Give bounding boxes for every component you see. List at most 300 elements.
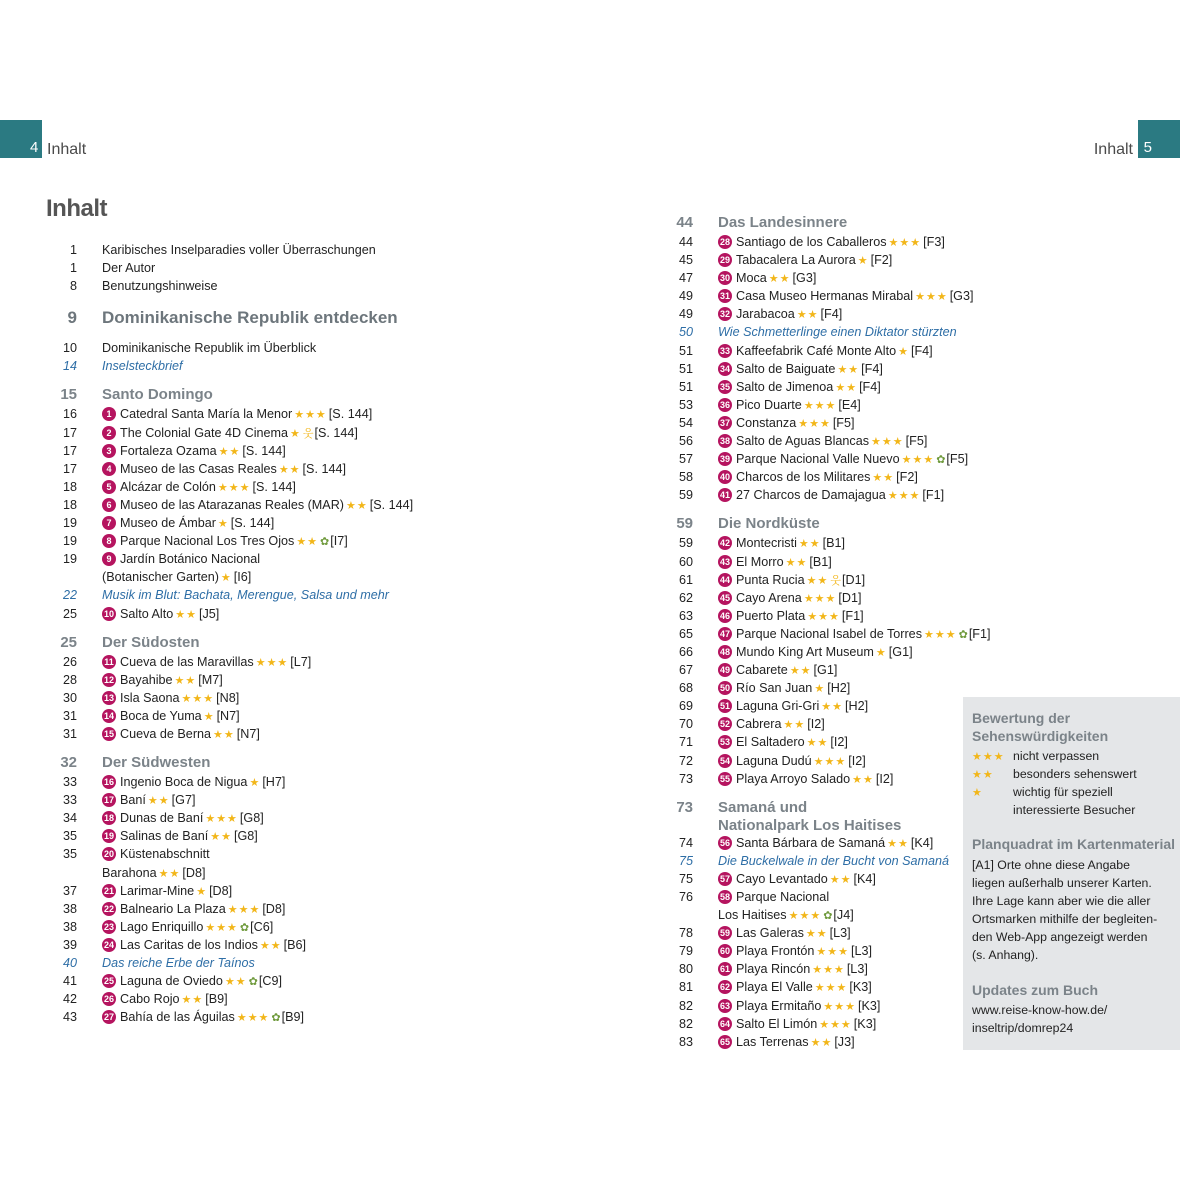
map-marker-badge: 26	[103, 994, 114, 1005]
entry-name: Lago Enriquillo	[120, 919, 204, 934]
toc-row[interactable]	[0, 936, 470, 954]
map-marker-badge: 59	[719, 928, 730, 939]
toc-row[interactable]	[0, 605, 470, 623]
page-number: 68	[678, 681, 693, 696]
map-marker-badge: 18	[103, 813, 114, 824]
section-heading[interactable]	[0, 631, 470, 653]
toc-row[interactable]	[0, 773, 470, 791]
map-marker-badge: 30	[719, 273, 730, 284]
map-marker-badge: 50	[719, 683, 730, 694]
entry-text	[718, 1033, 855, 1052]
page-number: 59	[678, 536, 693, 551]
map-marker-badge: 46	[719, 610, 730, 621]
nature-icon: ✿	[823, 910, 833, 923]
entry-text	[102, 809, 264, 828]
map-grid-ref: [S. 144]	[314, 425, 358, 440]
map-marker-badge: 23	[103, 921, 114, 932]
toc-row[interactable]	[0, 900, 470, 918]
toc-row[interactable]	[616, 852, 961, 870]
entry-name: Salto de Jimenoa	[736, 379, 834, 394]
page-number: 59	[676, 515, 693, 533]
map-marker-badge: 39	[719, 454, 730, 465]
page-number: 44	[676, 214, 693, 231]
map-grid-ref: [F5]	[832, 415, 855, 430]
toc-row[interactable]	[616, 396, 961, 414]
entry-text	[718, 870, 876, 889]
toc-row[interactable]	[0, 478, 470, 496]
toc-row[interactable]	[616, 1015, 961, 1033]
toc-row[interactable]	[0, 259, 470, 277]
page-number: 51	[678, 379, 693, 394]
entry-text: Die Nordküste	[718, 515, 820, 533]
map-marker-badge: 52	[719, 719, 730, 730]
page-number: 79	[678, 944, 693, 959]
toc-row[interactable]	[0, 689, 470, 707]
toc-row[interactable]	[0, 864, 470, 882]
toc-row[interactable]	[616, 553, 961, 571]
entry-text: Die Buckelwale in der Bucht von Samaná	[718, 853, 950, 868]
page-number: 34	[62, 811, 77, 826]
toc-row[interactable]	[0, 460, 470, 478]
page-number: 57	[678, 452, 693, 467]
two-stars-icon: ★★	[972, 769, 994, 781]
section-title-line2: Nationalpark Los Haitises	[718, 816, 902, 834]
entry-text	[718, 378, 881, 397]
star-rating-icon: ★★★	[798, 417, 831, 430]
star-rating-icon: ★★	[224, 976, 247, 989]
entry-name: Boca de Yuma	[120, 708, 202, 723]
entry-name: Kaffeefabrik Café Monte Alto	[736, 343, 897, 358]
toc-row[interactable]	[0, 809, 470, 827]
section-heading[interactable]	[0, 751, 470, 773]
entry-name: Las Terrenas	[736, 1034, 809, 1049]
star-rating-icon: ★★	[346, 499, 368, 512]
entry-name: Playa Arroyo Salado	[736, 771, 851, 786]
entry-name: Cabarete	[736, 663, 788, 678]
page-number: 17	[62, 443, 77, 458]
page-number: 28	[62, 672, 77, 687]
entry-text: Santo Domingo	[102, 386, 213, 404]
map-grid-ref: [D1]	[841, 572, 866, 587]
map-marker-badge: 12	[103, 674, 114, 685]
page-number: 66	[678, 644, 693, 659]
map-grid-ref: [F1]	[922, 488, 945, 503]
entry-text	[718, 305, 842, 324]
map-grid-ref: [J5]	[198, 606, 220, 621]
page-number: 16	[62, 407, 77, 422]
toc-row[interactable]	[0, 405, 470, 423]
toc-right-column	[616, 203, 991, 1051]
toc-row[interactable]	[616, 571, 961, 589]
toc-row[interactable]	[0, 442, 470, 460]
map-grid-ref: [S. 144]	[369, 497, 414, 512]
entry-text	[102, 689, 239, 708]
star-rating-icon: ★★	[821, 701, 844, 714]
toc-row[interactable]	[616, 233, 961, 251]
page-number: 58	[678, 470, 693, 485]
page-number: 75	[678, 853, 693, 868]
star-rating-icon: ★	[857, 255, 869, 268]
toc-row[interactable]	[0, 277, 470, 295]
star-rating-icon: ★★	[835, 381, 858, 394]
star-rating-icon: ★★	[158, 867, 181, 880]
child-icon: 웃	[302, 427, 314, 440]
updates-url[interactable]: www.reise-know-how.de/	[972, 1003, 1108, 1017]
page-number: 59	[678, 488, 693, 503]
star-rating-icon: ★★	[213, 728, 235, 741]
toc-row[interactable]	[616, 360, 961, 378]
toc-row[interactable]	[616, 378, 961, 396]
map-marker-badge: 36	[719, 399, 730, 410]
entry-name: Playa El Valle	[736, 980, 813, 995]
map-marker-badge: 60	[719, 946, 730, 957]
map-marker-badge: 35	[719, 381, 730, 392]
section-heading[interactable]	[616, 796, 961, 834]
map-marker-badge: 29	[719, 255, 730, 266]
running-title-right: Inhalt	[1093, 141, 1133, 158]
map-marker-badge: 15	[103, 728, 114, 739]
toc-row[interactable]	[0, 357, 470, 375]
entry-text: Der Südwesten	[102, 754, 211, 772]
entry-name: Bahía de las Águilas	[120, 1010, 235, 1025]
entry-name: Baní	[120, 793, 146, 808]
entry-name: Moca	[736, 271, 767, 286]
map-grid-ref: [D8]	[262, 901, 286, 916]
section-heading[interactable]	[0, 305, 470, 333]
map-marker-badge: 9	[102, 552, 116, 566]
toc-row[interactable]	[0, 845, 470, 863]
entry-name: Barahona	[102, 865, 157, 880]
entry-name: Tabacalera La Aurora	[736, 253, 856, 268]
map-grid-ref: [D1]	[838, 590, 862, 605]
page-number: 14	[62, 359, 77, 374]
entry-name: Laguna de Oviedo	[120, 974, 223, 989]
map-grid-ref: [F5]	[946, 452, 969, 467]
toc-row[interactable]	[616, 589, 961, 607]
toc-row[interactable]	[0, 514, 470, 532]
map-grid-ref: [L7]	[290, 654, 312, 669]
toc-left-column	[0, 241, 470, 1026]
entry-text	[718, 589, 862, 608]
page-number: 38	[62, 901, 77, 916]
toc-row[interactable]	[616, 607, 961, 625]
entry-name: Jarabacoa	[736, 307, 795, 322]
map-marker-badge: 47	[719, 628, 730, 639]
toc-row[interactable]	[616, 486, 961, 504]
toc-row[interactable]	[616, 643, 961, 661]
map-marker-badge: 63	[719, 1000, 730, 1011]
toc-row[interactable]	[616, 715, 961, 733]
toc-row[interactable]	[616, 661, 961, 679]
toc-row[interactable]	[616, 414, 961, 432]
page-number: 41	[62, 974, 77, 989]
page-number: 33	[62, 793, 77, 808]
entry-text	[718, 287, 974, 306]
map-grid-ref: [I6]	[233, 570, 252, 585]
entry-name: Museo de Ámbar	[120, 516, 216, 531]
toc-row[interactable]	[0, 339, 470, 357]
entry-text	[718, 607, 864, 626]
page-header-left	[0, 120, 200, 158]
map-grid-ref: [E4]	[838, 397, 861, 412]
entry-text	[718, 770, 893, 789]
map-grid-ref: [F2]	[870, 253, 893, 268]
entry-name: Jardín Botánico Nacional	[120, 552, 261, 567]
page-number: 61	[678, 572, 693, 587]
entry-text	[102, 671, 223, 690]
nature-icon: ✿	[320, 536, 330, 549]
legend-one-star-2: interessierte Besucher	[1013, 803, 1136, 817]
entry-text	[102, 900, 285, 919]
page-number: 19	[62, 534, 77, 549]
star-rating-icon: ★★★	[205, 921, 238, 934]
map-grid-ref: [F2]	[896, 470, 918, 485]
toc-row[interactable]	[616, 960, 961, 978]
map-marker-badge: 5	[102, 480, 116, 494]
toc-row[interactable]	[616, 342, 961, 360]
toc-row[interactable]	[0, 791, 470, 809]
map-marker-badge: 64	[719, 1018, 730, 1029]
star-rating-icon: ★★	[837, 363, 860, 376]
map-marker-badge: 37	[719, 417, 730, 428]
entry-text	[718, 251, 892, 270]
toc-row[interactable]	[616, 770, 961, 788]
page-number: 1	[69, 261, 77, 276]
entry-name: Parque Nacional Isabel de Torres	[736, 626, 922, 641]
entry-text	[102, 990, 228, 1009]
map-grid-ref: [G8]	[233, 829, 258, 844]
entry-name: (Botanischer Garten)	[102, 570, 219, 585]
entry-text	[718, 269, 816, 288]
toc-row[interactable]	[616, 942, 961, 960]
page-number: 82	[678, 1016, 693, 1031]
toc-row[interactable]	[616, 251, 961, 269]
toc-row[interactable]	[0, 882, 470, 900]
entry-text	[718, 752, 866, 771]
star-rating-icon: ★★	[785, 556, 808, 569]
toc-row[interactable]	[616, 468, 961, 486]
map-grid-ref: [F4]	[820, 307, 843, 322]
toc-row[interactable]	[0, 972, 470, 990]
toc-row[interactable]	[0, 671, 470, 689]
entry-name: Dunas de Baní	[120, 811, 204, 826]
entry-text	[718, 414, 855, 433]
map-grid-ref: [I7]	[330, 534, 348, 549]
entry-text: Dominikanische Republik im Überblick	[102, 341, 317, 356]
map-grid-ref: [G3]	[792, 271, 817, 286]
entry-name: Laguna Dudú	[736, 753, 812, 768]
page-number: 38	[62, 919, 77, 934]
toc-row[interactable]	[0, 568, 470, 586]
entry-name: Puerto Plata	[736, 608, 806, 623]
map-marker-badge: 55	[719, 773, 730, 784]
map-grid-ref: [K4]	[910, 835, 934, 850]
toc-row[interactable]	[616, 870, 961, 888]
map-grid-ref: [L3]	[851, 944, 873, 959]
page-number: 83	[678, 1034, 693, 1049]
page-number: 62	[678, 590, 693, 605]
page-number: 35	[62, 829, 77, 844]
star-rating-icon: ★★	[798, 538, 821, 551]
page-number: 76	[678, 890, 693, 904]
updates-url[interactable]: inseltrip/domrep24	[972, 1021, 1074, 1035]
toc-row[interactable]	[616, 432, 961, 450]
section-heading[interactable]	[616, 211, 961, 233]
map-marker-badge: 6	[102, 498, 116, 512]
star-rating-icon: ★★	[259, 939, 282, 952]
toc-row[interactable]	[616, 697, 961, 715]
page-number: 40	[62, 956, 77, 970]
page-number: 32	[60, 754, 77, 772]
star-rating-icon: ★★	[174, 674, 197, 687]
section-heading[interactable]	[0, 383, 470, 405]
toc-row[interactable]	[616, 888, 961, 906]
toc-row[interactable]	[0, 954, 470, 972]
page-number: 65	[678, 626, 693, 641]
star-rating-icon: ★	[814, 683, 826, 696]
map-grid-ref: [F1]	[841, 608, 864, 623]
map-grid-ref: [H2]	[827, 681, 851, 696]
star-rating-icon: ★★★	[236, 1012, 270, 1025]
map-grid-ref: [B9]	[205, 992, 228, 1007]
map-marker-badge: 34	[719, 363, 730, 374]
map-grid-ref: [S. 144]	[252, 479, 296, 494]
map-marker-badge: 13	[103, 692, 114, 703]
star-rating-icon: ★★	[175, 608, 197, 621]
entry-text	[718, 233, 945, 252]
toc-row[interactable]	[0, 241, 470, 259]
toc-row[interactable]	[616, 1033, 961, 1051]
star-rating-icon: ★	[217, 518, 229, 531]
entry-text	[102, 478, 296, 497]
entry-text	[102, 405, 372, 424]
nature-icon: ✿	[239, 921, 250, 934]
page-number: 51	[678, 361, 693, 376]
toc-row[interactable]	[616, 305, 961, 323]
entry-text	[718, 960, 868, 979]
entry-text	[102, 972, 282, 991]
entry-name: Charcos de los Militares	[736, 470, 871, 485]
map-grid-ref: [L3]	[829, 926, 851, 941]
entry-name: Salto de Aguas Blancas	[736, 434, 870, 449]
toc-row[interactable]	[616, 323, 961, 341]
toc-row[interactable]	[616, 978, 961, 996]
entry-text	[718, 924, 851, 943]
toc-row[interactable]	[0, 725, 470, 743]
toc-row[interactable]	[616, 625, 991, 643]
toc-row[interactable]	[0, 707, 470, 725]
page-number: 67	[678, 663, 693, 678]
toc-row[interactable]	[616, 752, 961, 770]
map-grid-ref: [S. 144]	[242, 443, 286, 458]
map-grid-ref: [G8]	[239, 811, 264, 826]
entry-text	[102, 496, 413, 515]
map-marker-badge: 4	[102, 462, 116, 476]
toc-row[interactable]	[616, 906, 961, 924]
toc-row[interactable]	[0, 532, 470, 550]
page-number: 19	[62, 516, 77, 531]
entry-text	[102, 936, 306, 955]
section-heading[interactable]	[616, 512, 961, 534]
page-number: 73	[676, 798, 693, 816]
page-number: 31	[62, 708, 77, 723]
entry-text	[102, 773, 285, 792]
star-rating-icon: ★★	[805, 928, 828, 941]
map-marker-badge: 57	[719, 873, 730, 884]
map-text: (s. Anhang).	[972, 948, 1039, 962]
toc-row[interactable]	[616, 269, 961, 287]
entry-name: Ingenio Boca de Nigua	[120, 775, 248, 790]
entry-text	[718, 486, 944, 505]
entry-text	[102, 918, 273, 937]
map-marker-badge: 8	[102, 534, 116, 548]
entry-name: Playa Rincón	[736, 962, 811, 977]
toc-row[interactable]	[616, 733, 961, 751]
toc-row[interactable]	[0, 990, 470, 1008]
entry-name: Pico Duarte	[736, 397, 802, 412]
entry-text	[718, 715, 825, 734]
page-number: 43	[62, 1010, 77, 1025]
entry-text: Wie Schmetterlinge einen Diktator stürzten	[718, 325, 957, 340]
toc-row[interactable]	[616, 450, 969, 468]
star-rating-icon: ★	[249, 777, 261, 790]
nature-icon: ✿	[958, 628, 968, 641]
entry-text	[718, 571, 865, 590]
toc-row[interactable]	[0, 1008, 470, 1026]
entry-name: Catedral Santa María la Menor	[120, 407, 293, 422]
toc-row[interactable]	[616, 834, 961, 852]
entry-name: Santiago de los Caballeros	[736, 235, 887, 249]
entry-text: Dominikanische Republik entdecken	[102, 308, 398, 328]
toc-row[interactable]	[616, 287, 974, 305]
toc-row[interactable]	[0, 827, 470, 845]
entry-name: Playa Frontón	[736, 944, 815, 959]
entry-name: 27 Charcos de Damajagua	[736, 488, 886, 503]
three-stars-icon: ★★★	[972, 751, 1005, 763]
map-marker-badge: 2	[102, 426, 116, 440]
entry-text	[718, 733, 848, 752]
toc-row[interactable]	[0, 653, 470, 671]
toc-row[interactable]	[0, 550, 470, 568]
entry-text: Benutzungshinweise	[102, 279, 218, 294]
entry-name: Cabrera	[736, 717, 782, 732]
page-header-right	[980, 120, 1180, 158]
entry-text	[102, 864, 205, 883]
toc-row[interactable]	[0, 586, 470, 604]
map-grid-ref: [I2]	[807, 717, 825, 732]
entry-name: Parque Nacional Los Tres Ojos	[120, 534, 295, 549]
entry-text	[718, 799, 901, 835]
toc-row[interactable]	[0, 496, 470, 514]
map-grid-ref: [N7]	[216, 708, 240, 723]
page-number: 37	[62, 883, 77, 898]
map-grid-ref: [F4]	[861, 361, 883, 376]
toc-row[interactable]	[0, 918, 470, 936]
page-number: 30	[62, 690, 77, 705]
toc-row[interactable]	[616, 534, 961, 552]
entry-name: Mundo King Art Museum	[736, 644, 874, 659]
entry-text	[102, 707, 240, 726]
entry-text	[718, 553, 832, 572]
map-text: den Web-App angezeigt werden	[972, 930, 1148, 944]
toc-row[interactable]	[616, 924, 961, 942]
toc-row[interactable]	[616, 679, 961, 697]
toc-row[interactable]	[616, 997, 961, 1015]
map-grid-ref: [H7]	[262, 775, 286, 790]
toc-row[interactable]	[0, 424, 470, 442]
map-grid-ref: [I2]	[830, 735, 848, 750]
page-number: 80	[678, 962, 693, 977]
